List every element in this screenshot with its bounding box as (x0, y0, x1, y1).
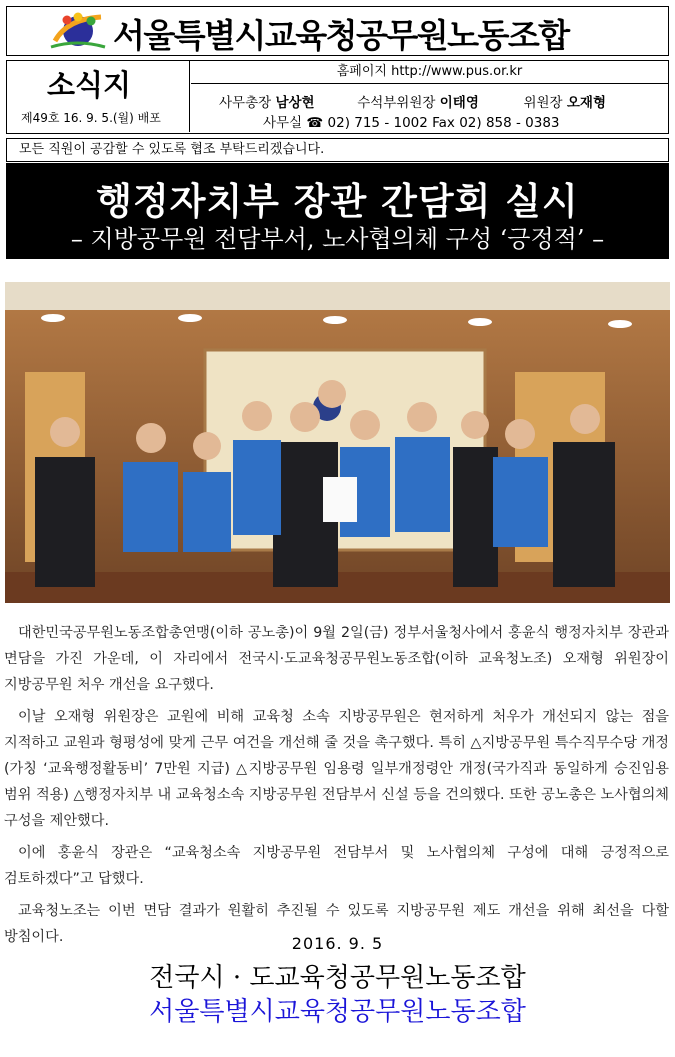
notice-bar: 모든 직원이 공감할 수 있도록 협조 부탁드리겠습니다. (6, 138, 669, 162)
newsletter-info (6, 60, 669, 134)
newsletter-name-block (7, 61, 190, 132)
article-paragraph: 대한민국공무원노동조합총연맹(이하 공노총)이 9월 2일(금) 정부서울청사에서 홍윤식 행정자치부 장관과 면담을 가진 가운데, 이 자리에서 전국시·도교육청공무원노동조합(이하 교육청노조) 오재형 위원장이 지방공무원 처우 개선을 요구했다. (4, 625, 669, 693)
officers-line (219, 91, 606, 111)
officer-name: 이태영 (439, 95, 479, 111)
headline-banner (6, 163, 669, 259)
article-body (4, 620, 669, 956)
homepage-link[interactable]: 홈페이지 http://www.pus.or.kr (191, 61, 668, 84)
issue-info: 제49호 16. 9. 5.(월) 배포 (21, 111, 161, 125)
signature-seoul-union: 서울특별시교육청공무원노동조합 (149, 997, 526, 1027)
union-logo (47, 11, 109, 51)
masthead (6, 6, 669, 56)
meeting-photo (5, 282, 670, 603)
article-paragraph: 이에 홍윤식 장관은 “교육청소속 지방공무원 전담부서 및 노사협의체 구성에 대해 긍정적으로 검토하겠다”고 답했다. (4, 845, 669, 887)
officer-title: 수석부위원장 (357, 95, 436, 111)
contact-line: 사무실 ☎ 02) 715 - 1002 Fax 02) 858 - 0383 (263, 115, 560, 131)
signature-national-union: 전국시 · 도교육청공무원노동조합 (149, 963, 526, 993)
publish-date: 2016. 9. 5 (291, 934, 384, 953)
officer-title: 위원장 (523, 95, 563, 111)
article-paragraph: 교육청노조는 이번 면담 결과가 원활히 추진될 수 있도록 지방공무원 제도 개선을 위해 최선을 다할 방침이다. (4, 903, 669, 945)
officer-name: 남상현 (275, 95, 315, 111)
subheadline: – 지방공무원 전담부서, 노사협의체 구성 ‘긍정적’ – (70, 225, 605, 253)
headline: 행정자치부 장관 간담회 실시 (96, 180, 579, 223)
officer-name: 오재형 (566, 95, 606, 111)
newsletter-details (191, 61, 668, 132)
article-paragraph: 이날 오재형 위원장은 교원에 비해 교육청 소속 지방공무원은 현저하게 처우가 개선되지 않는 점을 지적하고 교원과 형평성에 맞게 근무 여건을 개선해 줄 것을 촉구했다. 특히 △지방공무원 특수직무수당 개정(가칭 ‘교육행정활동비’ 7만원 지급) △지방공무원 임용령 일부개정령안 개정(국가직과 동일하게 승진임용 범위 적용) △행정자치부 내 교육청소속 지방공무원 전담부서 신설 등을 건의했다. 또한 공노총은 노사협의체 구성을 제안했다. (4, 709, 669, 829)
officer-title: 사무총장 (219, 95, 272, 111)
newsletter-name: 소식지 (47, 68, 132, 102)
org-title: 서울특별시교육청공무원노동조합 (113, 16, 569, 55)
